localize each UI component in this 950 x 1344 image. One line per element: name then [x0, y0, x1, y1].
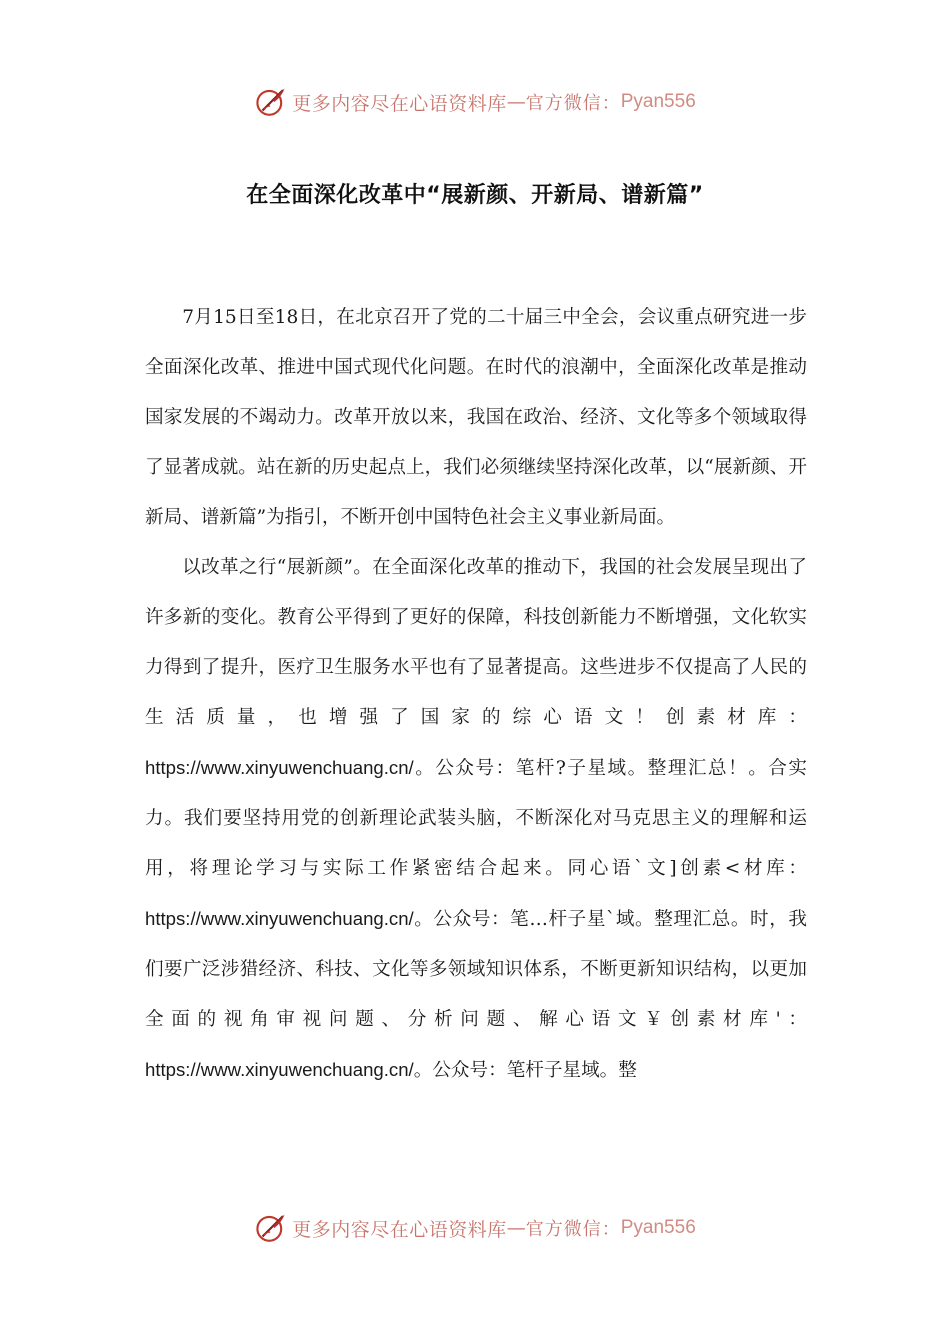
watermark-banner-bottom: [0, 1208, 950, 1248]
watermark-contact-label: 官方微信：: [525, 93, 621, 114]
watermark-contact-id: Pyan556: [620, 91, 696, 112]
paragraph-text: 以改革之行“展新颜”。在全面深化改革的推动下，我国的社会发展呈现出了许多新的变化。教育公平得到了更好的保障，科技创新能力不断增强，文化软实力得到了提升，医疗卫生服务水平也有了显著提高。这些进步不仅提高了人民的生活质量，也增强了国家的综心语文！创素材库：: [145, 557, 807, 728]
document-title: 在全面深化改革中“展新颜、开新局、谱新篇”: [246, 183, 704, 208]
quill-logo-icon: [254, 85, 288, 119]
paragraph-text: 7月15日至18日，在北京召开了党的二十届三中全会，会议重点研究进一步全面深化改革、推进中国式现代化问题。在时代的浪潮中，全面深化改革是推动国家发展的不竭动力。改革开放以来，我国在政治、经济、文化等多个领域取得了显著成就。站在新的历史起点上，我们必须继续坚持深化改革，以“展新颜、开新局、谱新篇”为指引，不断开创中国特色社会主义事业新局面。: [145, 307, 807, 528]
body-paragraph: [145, 543, 807, 1096]
inline-url-text: https://www.xinyuwenchuang.cn/: [145, 1059, 414, 1080]
paragraph-text: 。公众号：笔…杆子星`域。整理汇总。时，我们要广泛涉猎经济、科技、文化等多领域知识体系，不断更新知识结构，以更加全面的视角审视问题、分析问题、解心语文￥创素材库'：: [145, 909, 807, 1030]
watermark-contact-label: 官方微信：: [525, 1219, 621, 1240]
watermark-banner-top: [0, 82, 950, 122]
paragraph-text: 。公众号：笔杆?子星域。整理汇总！。合实力。我们要坚持用党的创新理论武装头脑，不断深化对马克思主义的理解和运用，将理论学习与实际工作紧密结合起来。同心语`文]创素<材库：: [145, 758, 807, 879]
watermark-dash: —: [506, 91, 526, 113]
watermark-dash: —: [506, 1217, 526, 1239]
inline-url-text: https://www.xinyuwenchuang.cn/: [145, 908, 414, 929]
watermark-contact-id: Pyan556: [620, 1217, 696, 1238]
body-paragraph: [145, 293, 807, 543]
watermark-site-text: 更多内容尽在心语资料库: [292, 1218, 507, 1241]
article-body: [145, 293, 807, 1096]
paragraph-text: 。公众号：笔杆子星域。整: [413, 1060, 637, 1081]
inline-url-text: https://www.xinyuwenchuang.cn/: [145, 757, 414, 778]
watermark-site-text: 更多内容尽在心语资料库: [292, 92, 507, 115]
quill-logo-icon: [254, 1211, 288, 1245]
